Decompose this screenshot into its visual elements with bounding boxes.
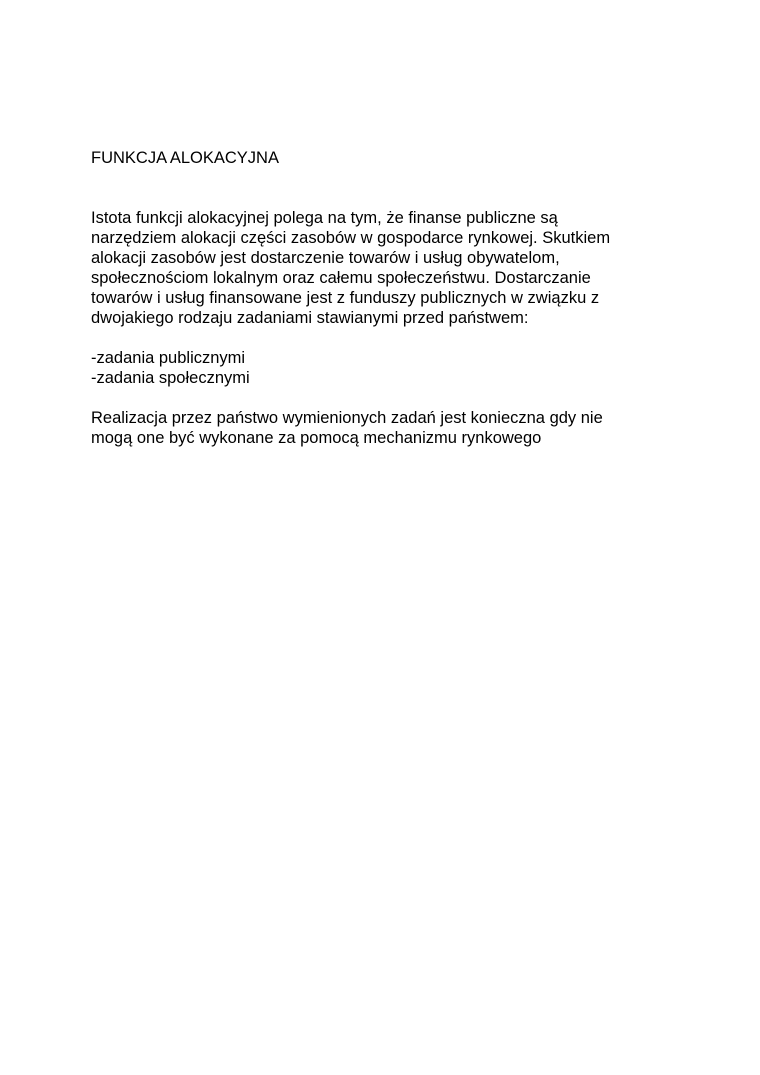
document-title: FUNKCJA ALOKACYJNA [91,149,279,167]
list-item: -zadania publicznymi [91,349,246,367]
intro-line: Istota funkcji alokacyjnej polega na tym, że finanse publiczne są [91,209,558,227]
intro-paragraph [91,208,691,328]
conclusion-line: Realizacja przez państwo wymienionych zadań jest konieczna gdy nie [91,409,603,427]
document-body [91,148,691,448]
list-item: -zadania społecznymi [91,369,250,387]
conclusion-paragraph [91,408,691,448]
intro-line: narzędziem alokacji części zasobów w gospodarce rynkowej. Skutkiem [91,229,611,247]
intro-line: dwojakiego rodzaju zadaniami stawianymi przed państwem: [91,309,529,327]
conclusion-line: mogą one być wykonane za pomocą mechanizmu rynkowego [91,429,542,447]
intro-line: towarów i usług finansowane jest z funduszy publicznych w związku z [91,289,600,307]
intro-line: alokacji zasobów jest dostarczenie towarów i usług obywatelom, [91,249,560,267]
intro-line: społecznościom lokalnym oraz całemu społeczeństwu. Dostarczanie [91,269,591,287]
task-list [91,348,691,388]
